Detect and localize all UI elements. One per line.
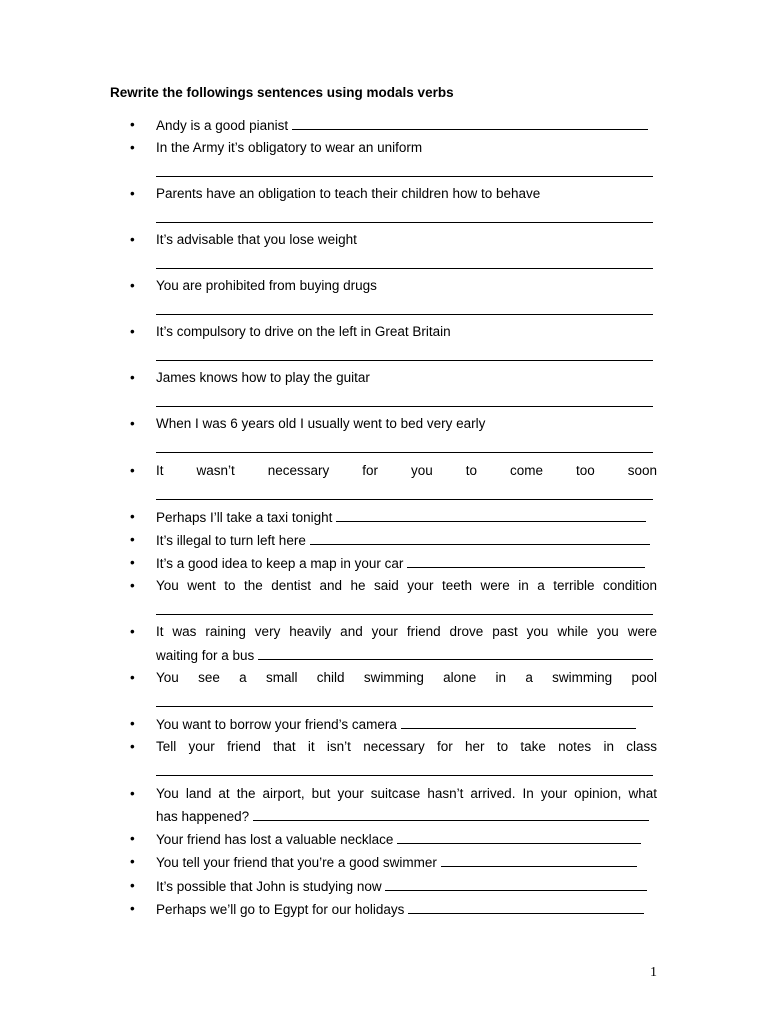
bullet: • bbox=[130, 416, 135, 431]
answer-blank[interactable] bbox=[156, 775, 653, 776]
sentence-text: It’s a good idea to keep a map in your car bbox=[156, 556, 404, 571]
list-item bbox=[156, 232, 357, 248]
answer-blank-line[interactable] bbox=[156, 452, 653, 453]
answer-blank[interactable] bbox=[156, 452, 653, 453]
answer-blank[interactable] bbox=[156, 314, 653, 315]
sentence-text: You went to the dentist and he said your teeth were in a terrible condition bbox=[156, 578, 657, 593]
sentence-text: Perhaps I’ll take a taxi tonight bbox=[156, 510, 333, 525]
answer-blank[interactable] bbox=[258, 647, 653, 660]
list-item bbox=[156, 878, 647, 895]
bullet: • bbox=[130, 370, 135, 385]
sentence-text: When I was 6 years old I usually went to bed very early bbox=[156, 416, 486, 431]
sentence-text: waiting for a bus bbox=[156, 648, 255, 663]
answer-blank[interactable] bbox=[408, 901, 644, 914]
sentence-text: You land at the airport, but your suitcase hasn’t arrived. In your opinion, what bbox=[156, 786, 657, 801]
sentence-text: It’s illegal to turn left here bbox=[156, 533, 306, 548]
answer-blank-line[interactable] bbox=[156, 406, 653, 407]
list-item bbox=[156, 416, 485, 432]
answer-blank[interactable] bbox=[397, 831, 641, 844]
list-item bbox=[156, 854, 637, 871]
sentence-text: You are prohibited from buying drugs bbox=[156, 278, 377, 293]
answer-blank-line[interactable] bbox=[156, 706, 653, 707]
list-item bbox=[156, 670, 657, 686]
sentence-text: has happened? bbox=[156, 809, 250, 824]
answer-blank-line[interactable] bbox=[156, 176, 653, 177]
bullet: • bbox=[130, 670, 135, 685]
sentence-text: It’s possible that John is studying now bbox=[156, 879, 382, 894]
list-item bbox=[156, 716, 636, 733]
bullet: • bbox=[130, 878, 135, 893]
bullet: • bbox=[130, 278, 135, 293]
list-item-continuation bbox=[156, 647, 653, 664]
answer-blank[interactable] bbox=[441, 854, 637, 867]
bullet: • bbox=[130, 509, 135, 524]
bullet: • bbox=[130, 716, 135, 731]
bullet: • bbox=[130, 532, 135, 547]
sentence-text: Tell your friend that it isn’t necessary for her to take notes in class bbox=[156, 739, 657, 754]
bullet: • bbox=[130, 624, 135, 639]
answer-blank[interactable] bbox=[156, 614, 653, 615]
answer-blank[interactable] bbox=[292, 117, 648, 130]
list-item bbox=[156, 831, 641, 848]
page-title: Rewrite the followings sentences using modals verbs bbox=[110, 85, 454, 100]
sentence-text: Parents have an obligation to teach their children how to behave bbox=[156, 186, 541, 201]
list-item bbox=[156, 324, 451, 340]
bullet: • bbox=[130, 786, 135, 801]
bullet: • bbox=[130, 555, 135, 570]
list-item-continuation bbox=[156, 808, 649, 825]
answer-blank-line[interactable] bbox=[156, 614, 653, 615]
sentence-text: It’s compulsory to drive on the left in Great Britain bbox=[156, 324, 451, 339]
list-item bbox=[156, 509, 646, 526]
list-item bbox=[156, 117, 648, 134]
bullet: • bbox=[130, 324, 135, 339]
sentence-text: James knows how to play the guitar bbox=[156, 370, 370, 385]
answer-blank-line[interactable] bbox=[156, 499, 653, 500]
answer-blank[interactable] bbox=[310, 532, 650, 545]
sentence-text: It was raining very heavily and your friend drove past you while you were bbox=[156, 624, 657, 639]
sentence-text: You see a small child swimming alone in a swimming pool bbox=[156, 670, 657, 685]
list-item bbox=[156, 786, 657, 802]
answer-blank[interactable] bbox=[407, 555, 645, 568]
list-item bbox=[156, 463, 657, 479]
answer-blank-line[interactable] bbox=[156, 360, 653, 361]
bullet: • bbox=[130, 463, 135, 478]
bullet: • bbox=[130, 578, 135, 593]
answer-blank[interactable] bbox=[156, 360, 653, 361]
list-item bbox=[156, 578, 657, 594]
bullet: • bbox=[130, 140, 135, 155]
answer-blank[interactable] bbox=[385, 878, 647, 891]
list-item bbox=[156, 739, 657, 755]
sentence-text: Andy is a good pianist bbox=[156, 118, 289, 133]
answer-blank[interactable] bbox=[156, 222, 653, 223]
list-item bbox=[156, 140, 422, 156]
bullet: • bbox=[130, 232, 135, 247]
sentence-text: In the Army it’s obligatory to wear an uniform bbox=[156, 140, 423, 155]
answer-blank[interactable] bbox=[156, 176, 653, 177]
list-item bbox=[156, 901, 644, 918]
bullet: • bbox=[130, 901, 135, 916]
bullet: • bbox=[130, 739, 135, 754]
answer-blank-line[interactable] bbox=[156, 222, 653, 223]
sentence-text: Perhaps we’ll go to Egypt for our holidays bbox=[156, 902, 405, 917]
list-item bbox=[156, 370, 370, 386]
answer-blank[interactable] bbox=[401, 716, 636, 729]
answer-blank[interactable] bbox=[156, 706, 653, 707]
answer-blank[interactable] bbox=[336, 509, 646, 522]
sentence-text: Your friend has lost a valuable necklace bbox=[156, 832, 394, 847]
answer-blank-line[interactable] bbox=[156, 268, 653, 269]
sentence-text: It wasn’t necessary for you to come too soon bbox=[156, 463, 657, 478]
answer-blank-line[interactable] bbox=[156, 775, 653, 776]
bullet: • bbox=[130, 854, 135, 869]
list-item bbox=[156, 186, 540, 202]
bullet: • bbox=[130, 186, 135, 201]
list-item bbox=[156, 532, 650, 549]
bullet: • bbox=[130, 117, 135, 132]
sentence-text: You want to borrow your friend’s camera bbox=[156, 717, 397, 732]
answer-blank[interactable] bbox=[253, 808, 649, 821]
answer-blank-line[interactable] bbox=[156, 314, 653, 315]
answer-blank[interactable] bbox=[156, 268, 653, 269]
sentence-text: You tell your friend that you’re a good swimmer bbox=[156, 855, 437, 870]
answer-blank[interactable] bbox=[156, 406, 653, 407]
list-item bbox=[156, 624, 657, 640]
page-number: 1 bbox=[650, 965, 657, 980]
list-item bbox=[156, 278, 377, 294]
list-item bbox=[156, 555, 645, 572]
answer-blank[interactable] bbox=[156, 499, 653, 500]
sentence-text: It’s advisable that you lose weight bbox=[156, 232, 357, 247]
bullet: • bbox=[130, 831, 135, 846]
